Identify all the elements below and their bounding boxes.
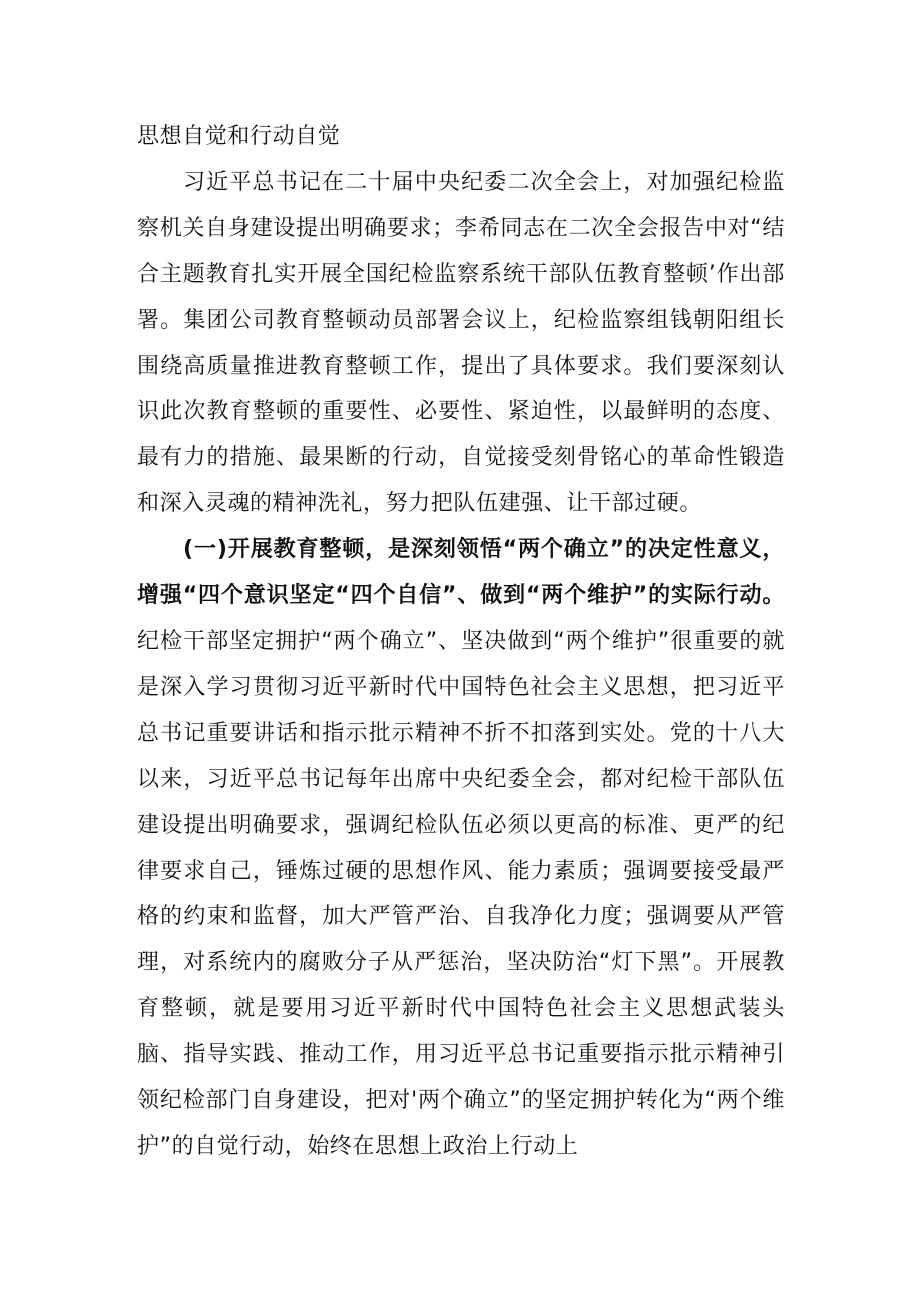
paragraph-section-one xyxy=(137,527,785,1170)
paragraph-intro: 习近平总书记在二十届中央纪委二次全会上，对加强纪检监察机关自身建设提出明确要求；李希同志在二次全会报告中对“结合主题教育扎实开展全国纪检监察系统干部队伍教育整顿’作出部署。集团公司教育整顿动员部署会议上，纪检监察组钱朝阳组长围绕高质量推进教育整顿工作，提出了具体要求。我们要深刻认识此次教育整顿的重要性、必要性、紧迫性，以最鲜明的态度、最有力的措施、最果断的行动，自觉接受刻骨铭心的革命性锻造和深入灵魂的精神洗礼，努力把队伍建强、让干部过硬。 xyxy=(137,169,785,517)
section-one-body: 纪检干部坚定拥护“两个确立”、坚决做到“两个维护”很重要的就是深入学习贯彻习近平新时代中国特色社会主义思想，把习近平总书记重要讲话和指示批示精神不折不扣落到实处。党的十八大以来，习近平总书记每年出席中央纪委全会，都对纪检干部队伍建设提出明确要求，强调纪检队伍必须以更高的标准、更严的纪律要求自己，锤炼过硬的思想作风、能力素质；强调要接受最严格的约束和监督，加大严管严治、自我净化力度；强调要从严管理，对系统内的腐败分子从严惩治，坚决防治“灯下黑”。开展教育整顿，就是要用习近平新时代中国特色社会主义思想武装头脑、指导实践、推动工作，用习近平总书记重要指示批示精神引领纪检部门自身建设，把对'两个确立”的坚定拥护转化为“两个维护”的自觉行动，始终在思想上政治上行动上 xyxy=(137,628,785,1159)
document-body xyxy=(137,114,785,1170)
section-one-heading: (一)开展教育整顿，是深刻领悟“两个确立”的决定性意义，增强“四个意识坚定“四个自信”、做到“两个维护”的实际行动。 xyxy=(137,537,785,609)
fragment-line: 思想自觉和行动自觉 xyxy=(137,124,341,149)
